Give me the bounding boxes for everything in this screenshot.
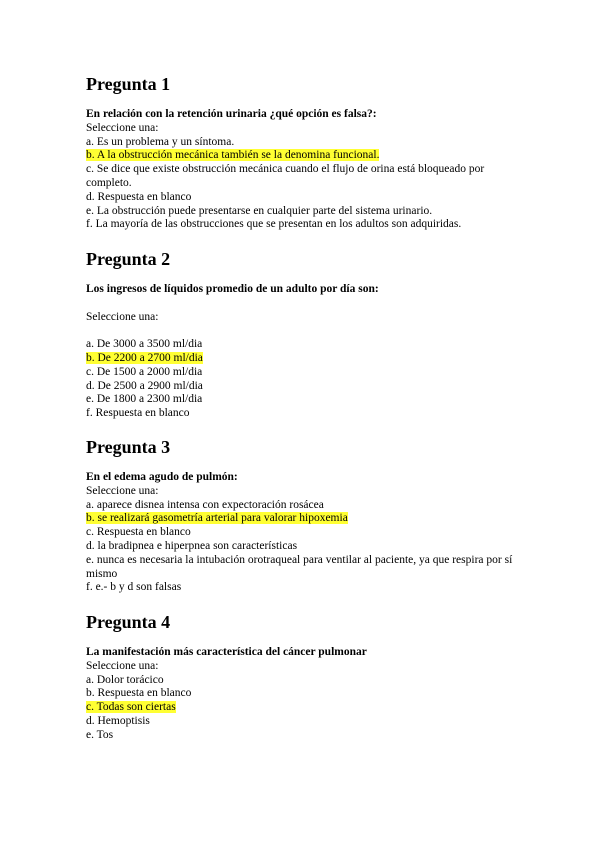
question-title: Pregunta 4: [86, 612, 171, 632]
question-prompt: En relación con la retención urinaria ¿qué opción es falsa?:: [86, 108, 377, 120]
option-e: e. nunca es necesaria la intubación orotraqueal para ventilar al paciente, ya que respira por sí mismo: [86, 553, 513, 580]
question-prompt: En el edema agudo de pulmón:: [86, 471, 238, 483]
select-label: Seleccione una:: [86, 484, 159, 497]
question-4: [86, 611, 516, 743]
question-title: Pregunta 3: [86, 437, 171, 457]
option-c: c. Se dice que existe obstrucción mecánica cuando el flujo de orina está bloqueado por completo.: [86, 163, 485, 189]
option-e: e. De 1800 a 2300 ml/dia: [86, 393, 203, 406]
question-title: Pregunta 2: [86, 249, 171, 269]
highlighted-answer: b. se realizará gasometría arterial para valorar hipoxemia: [86, 512, 348, 525]
question-3: [86, 436, 516, 595]
question-prompt: Los ingresos de líquidos promedio de un adulto por día son:: [86, 283, 379, 295]
highlighted-answer: b. A la obstrucción mecánica también se la denomina funcional.: [86, 149, 380, 162]
select-label: Seleccione una:: [86, 121, 159, 134]
option-b: [86, 352, 516, 366]
option-f: f. Respuesta en blanco: [86, 407, 190, 420]
option-f: f. e.- b y d son falsas: [86, 581, 182, 594]
option-c: c. De 1500 a 2000 ml/dia: [86, 365, 203, 378]
highlighted-answer: c. Todas son ciertas: [86, 701, 176, 714]
option-b: [86, 149, 516, 163]
question-2: [86, 248, 516, 421]
option-e: e. Tos: [86, 728, 114, 741]
option-b: b. Respuesta en blanco: [86, 687, 192, 700]
option-d: d. Respuesta en blanco: [86, 190, 192, 203]
option-e: e. La obstrucción puede presentarse en cualquier parte del sistema urinario.: [86, 204, 433, 217]
question-prompt: La manifestación más característica del cáncer pulmonar: [86, 646, 367, 658]
option-d: d. la bradipnea e hiperpnea son características: [86, 539, 298, 552]
question-title: Pregunta 1: [86, 74, 171, 94]
option-d: d. Hemoptisis: [86, 714, 150, 727]
select-label: Seleccione una:: [86, 659, 159, 672]
option-a: a. aparece disnea intensa con expectoración rosácea: [86, 498, 324, 511]
question-1: [86, 73, 516, 232]
select-label: Seleccione una:: [86, 310, 159, 323]
option-a: a. Es un problema y un síntoma.: [86, 135, 235, 148]
highlighted-answer: b. De 2200 a 2700 ml/dia: [86, 351, 203, 364]
option-c: [86, 701, 516, 715]
option-c: c. Respuesta en blanco: [86, 526, 191, 539]
option-d: d. De 2500 a 2900 ml/dia: [86, 379, 203, 392]
option-b: [86, 512, 516, 526]
option-a: a. Dolor torácico: [86, 673, 164, 686]
option-a: a. De 3000 a 3500 ml/dia: [86, 338, 203, 351]
option-f: f. La mayoría de las obstrucciones que se presentan en los adultos son adquiridas.: [86, 218, 462, 231]
